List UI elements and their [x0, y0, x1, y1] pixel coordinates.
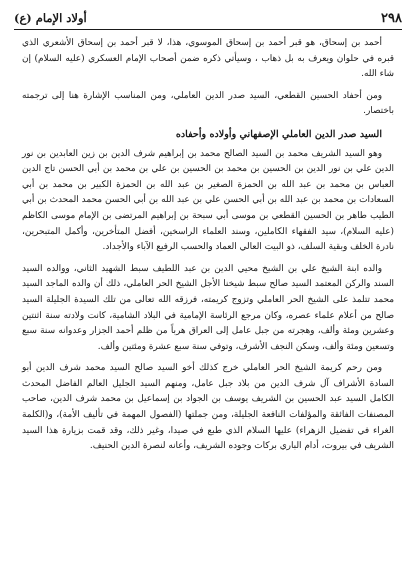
page-body — [22, 36, 394, 574]
paragraph-ahmad-ibn-ishaq: أحمد بن إسحاق، هو قبر أحمد بن إسحاق الموسوي، هذا، لا قبر أحمد بن إسحاق الأشعري الذي قبره في حلوان ويعرف به بل ذهاب ، وسيأتي ذكره ضمن أصحاب الإمام العسكري (عليه السلام) إن شاء الله. — [22, 38, 394, 80]
page-number: ٢٩٨ — [381, 10, 402, 26]
paragraph-mother-father: والده ابنة الشيخ علي بن الشيخ محيي الدين بن عبد اللطيف سبط الشهيد الثاني، ووالده السيد السند والركن المعتمد السيد صالح سبط شيخنا الأجل الشيخ الحر العاملي، ذلك أن والده الماجد السيد محمد تتلمذ على الشيخ الحر العاملي وتزوج كريمته، فرزقه الله تعالى من تلك السيدة الجليلة السيد صالح من أعلام علماء عصره، وكان مرجع الرئاسة الإمامية في البلاد الشامية، كانت ولادته سنة اثنتين وعشرين ومئة وألف، وهجرته من جبل عامل إلى العراق هرباً من ظلم أحمد الجزار وعدوانه سنة سبع وتسعين ومئة وألف، وسكن النجف الأشرف، وتوفي سنة سبع عشرة ومئتين وألف. — [22, 263, 394, 352]
paragraph-lineage: وهو السيد الشريف محمد بن السيد الصالح محمد بن إبراهيم شرف الدين بن زين العابدين بن نور الدين علي بن نور الدين بن الحسين بن محمد بن الحسين بن علي بن محمد بن أبي الحسن تاج الدين العباس بن محمد بن عبد الله بن الحمزة الصغير بن عبد الله بن الحمزة الكبير بن محمد بن أبي السعادات بن محمد بن عبد الله بن أبي الحسن علي بن عبد الله بن أبي الحسن محمد المحدث بن أبي الطيب طاهر بن الحسين القطعي بن موسى أبي سبحة بن إبراهيم المرتضى بن الإمام موسى الكاظم (عليه السلام)، سيد الفقهاء الكاملين، وسند العلماء الراسخين، أفضل المتأخرين، وأكمل المتبحرين، نادرة الخلف وبقية السلف، ذو البيت العالي العماد والحسب الرفيع الآباء والأجداد. — [22, 148, 394, 253]
section-heading: السيد صدر الدين العاملي الإصفهاني وأولاده وأحفاده — [175, 128, 382, 140]
paragraph-intro-sadr-al-din: ومن أحفاد الحسين القطعي، السيد صدر الدين العاملي، ومن المناسب الإشارة هنا إلى ترجمته باختصار. — [22, 90, 394, 117]
running-title: أولاد الإمام (ع) — [14, 11, 87, 25]
paragraph-sharaf-al-din: ومن رحم كريمة الشيخ الحر العاملي خرج كذلك أخو السيد صالح السيد محمد شرف الدين أبو السادة الأشراف آل شرف الدين من بلاد جبل عامل، ومنهم السيد الجليل العالم الفاضل المحدث الكامل السيد عبد الحسين بن الشريف يوسف بن الجواد بن إسماعيل بن محمد شرف الدين، صاحب المصنفات الفائقة والمؤلفات النافعة الجليلة، ومن جملتها (الفصول المهمة في تأليف الأمة)، و(الكلمة الغراء في تفضيل الزهراء) عليها السلام الذي طبع في صيدا، وغير ذلك، وقد قمت بزيارة هذا السيد الشريف في بيروت، أدام الباري بركات وجوده الشريف، وأعانه لنصرة الدين الحنيف. — [22, 363, 394, 452]
page-header — [14, 10, 402, 26]
header-rule — [14, 29, 402, 30]
